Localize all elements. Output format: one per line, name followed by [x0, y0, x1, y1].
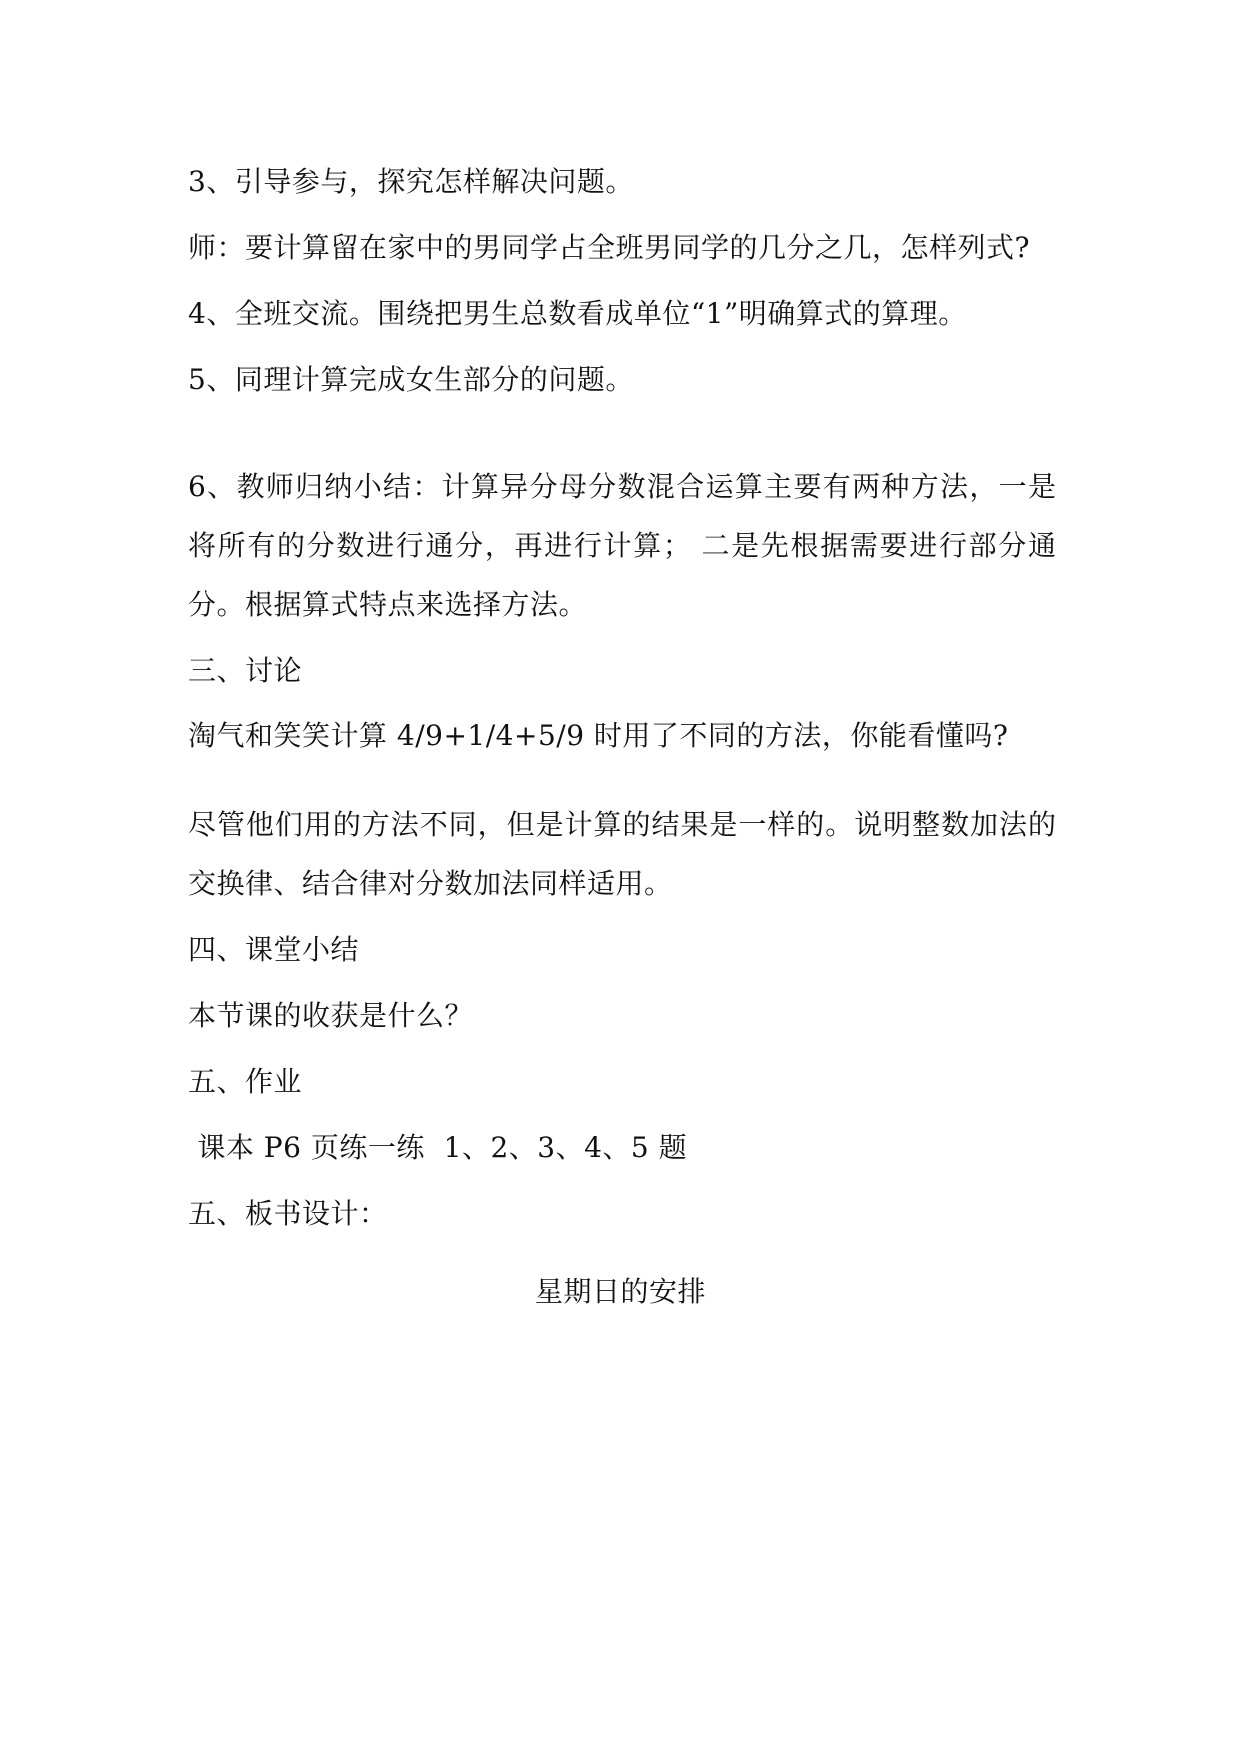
step-6-line-2: 将所有的分数进行通分，再进行计算； 二是先根据需要进行部分通: [188, 529, 1056, 562]
homework-detail: 课本 P6 页练一练 1、2、3、4、5 题: [188, 1131, 688, 1164]
section-5-board-design-heading: 五、板书设计：: [188, 1197, 388, 1230]
step-6-line-3: 分。根据算式特点来选择方法。: [188, 588, 588, 621]
discussion-question: 淘气和笑笑计算 4/9+1/4+5/9 时用了不同的方法，你能看懂吗?: [188, 719, 1009, 752]
section-4-heading: 四、课堂小结: [188, 933, 360, 966]
summary-question: 本节课的收获是什么？: [188, 999, 474, 1032]
teacher-question-paragraph: 师：要计算留在家中的男同学占全班男同学的几分之几，怎样列式?: [188, 231, 1031, 264]
step-5-paragraph: 5、同理计算完成女生部分的问题。: [188, 363, 634, 396]
board-design-title: 星期日的安排: [534, 1275, 706, 1308]
section-5-homework-heading: 五、作业: [188, 1065, 303, 1098]
discussion-answer-line-2: 交换律、结合律对分数加法同样适用。: [188, 867, 673, 900]
step-3-paragraph: 3、引导参与，探究怎样解决问题。: [188, 165, 634, 198]
step-6-line-1: 6、教师归纳小结：计算异分母分数混合运算主要有两种方法，一是: [188, 470, 1056, 503]
discussion-answer-line-1: 尽管他们用的方法不同，但是计算的结果是一样的。说明整数加法的: [188, 808, 1056, 841]
section-3-heading: 三、讨论: [188, 654, 303, 687]
step-4-paragraph: 4、全班交流。围绕把男生总数看成单位“1”明确算式的算理。: [188, 297, 967, 330]
